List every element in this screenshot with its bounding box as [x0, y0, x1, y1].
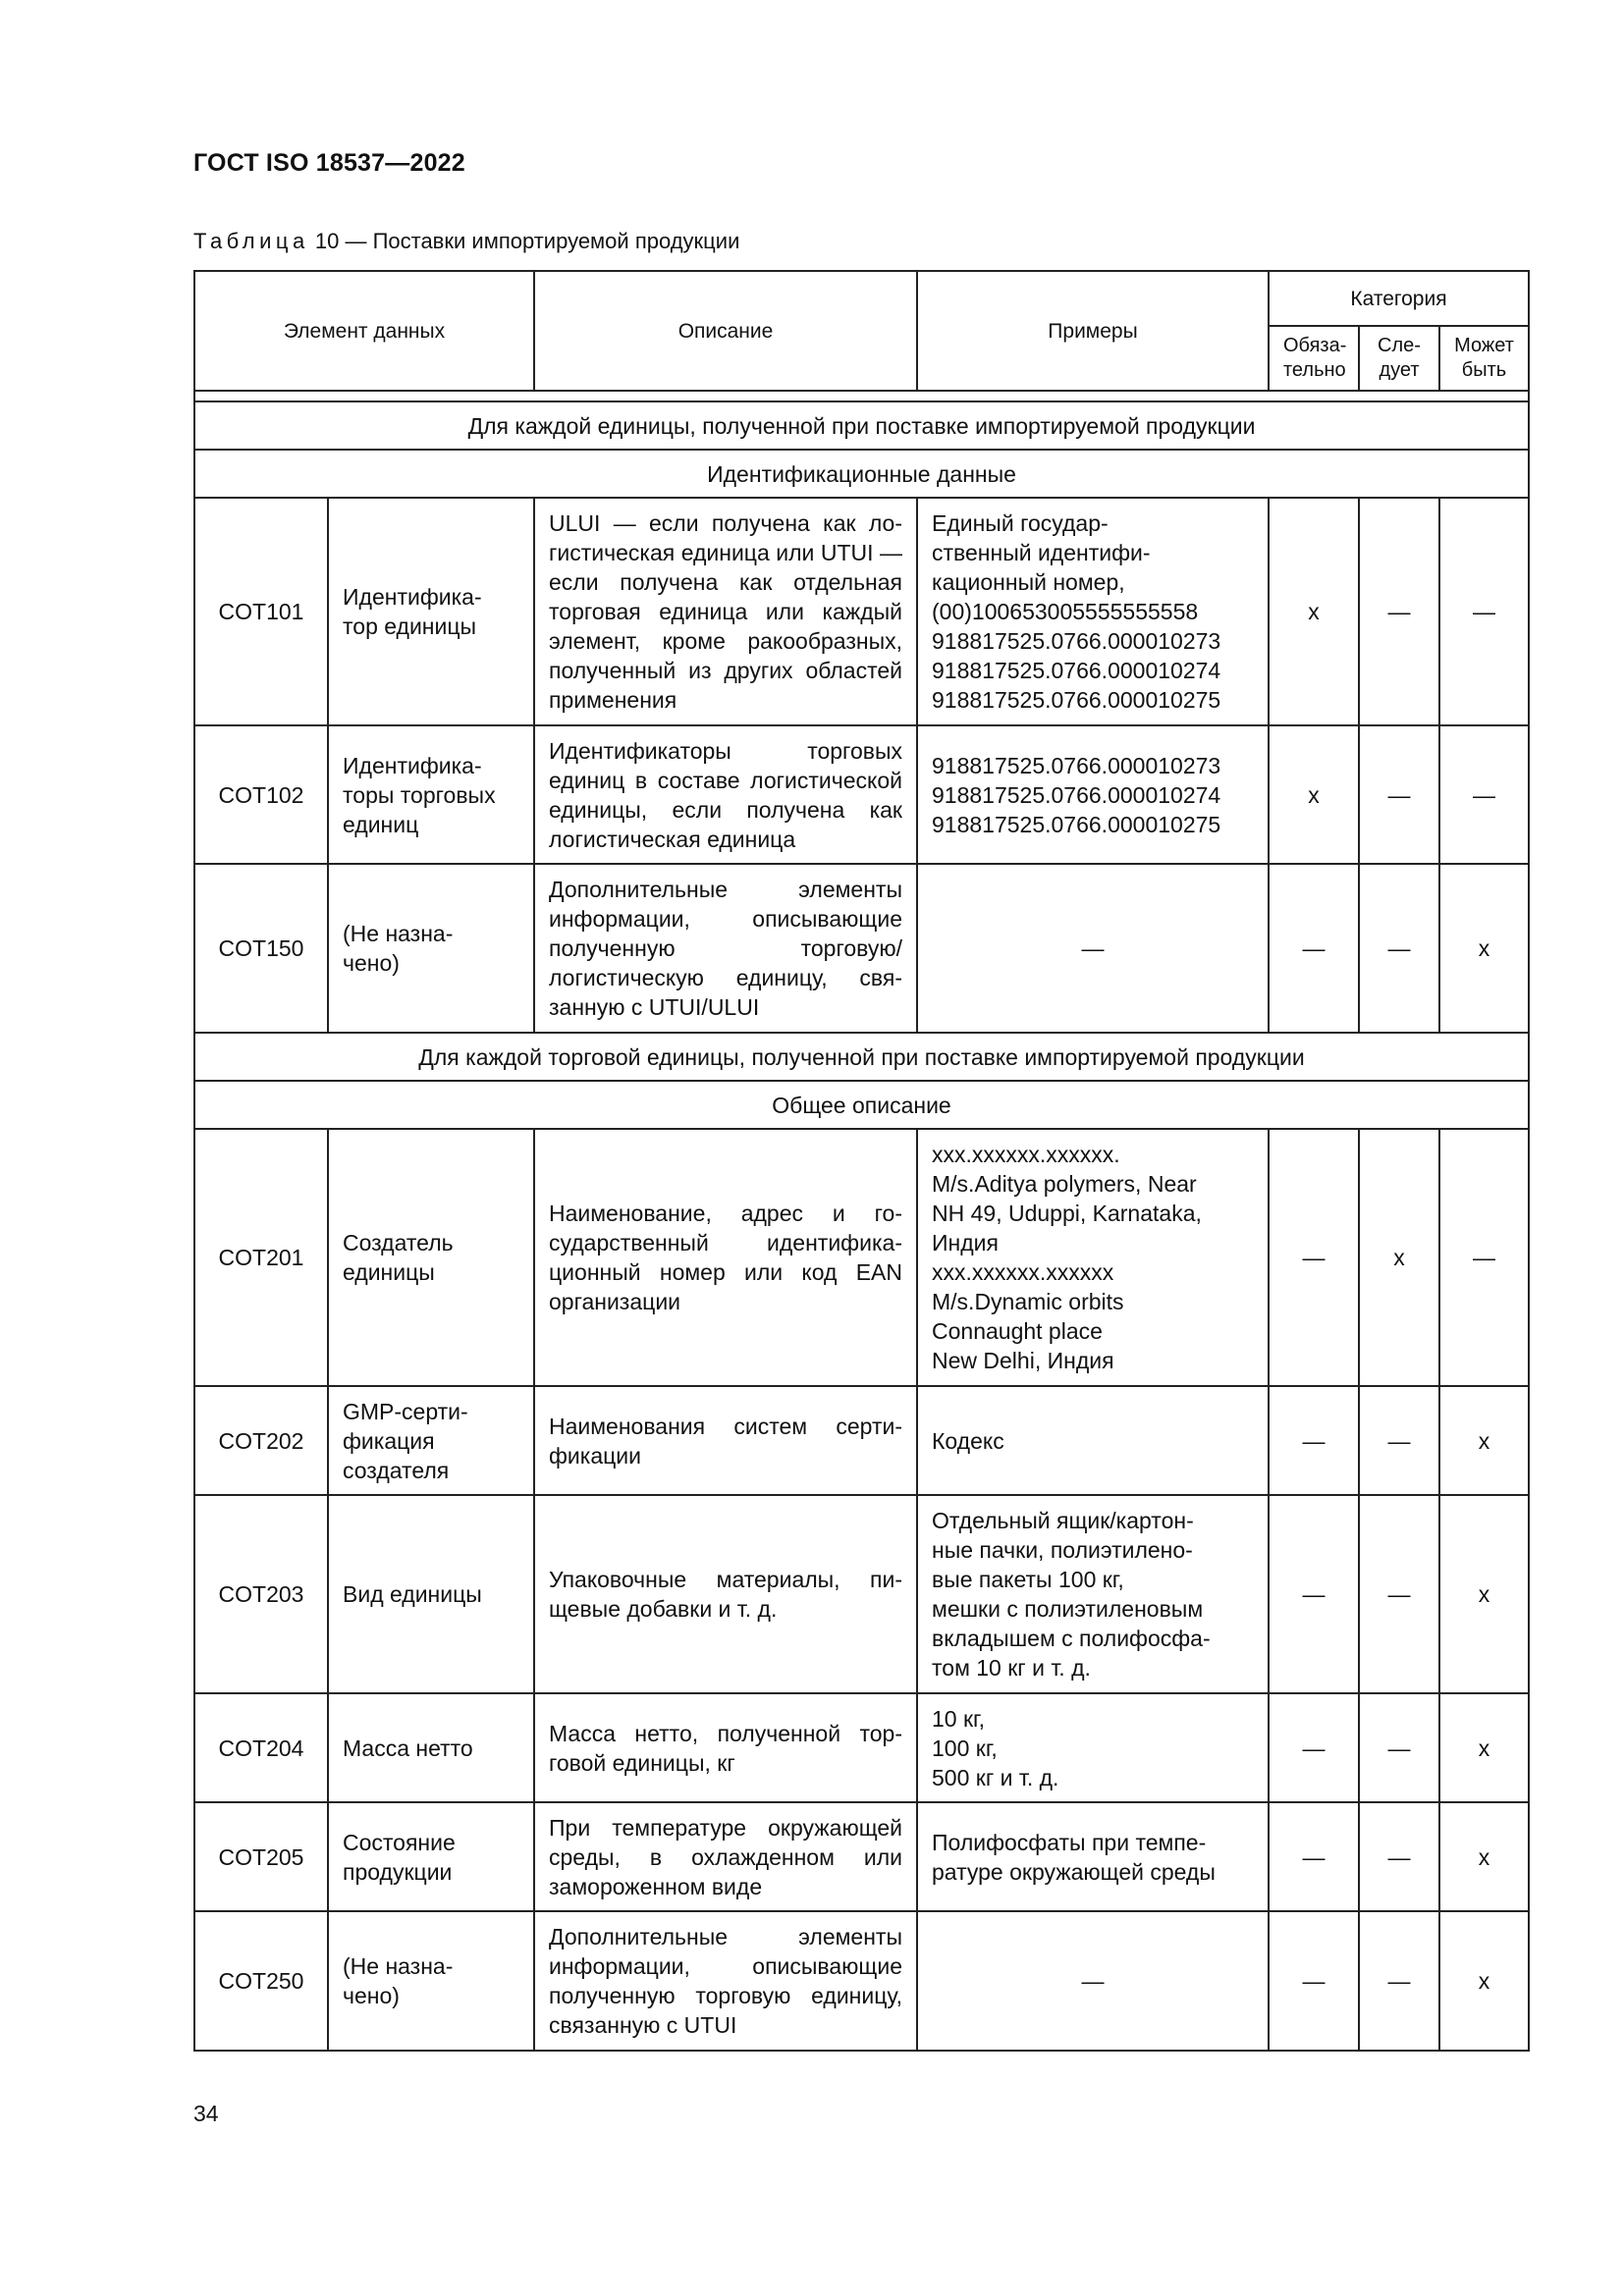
- table-row: [194, 1911, 1529, 2051]
- category-mandatory: —: [1269, 864, 1359, 1033]
- element-code: COT101: [194, 498, 328, 725]
- element-name: Состояние продукции: [328, 1802, 534, 1911]
- subsection-row: [194, 450, 1529, 498]
- section-title: Для каждой торговой единицы, полученной при поставке импортируемой продукции: [194, 1033, 1529, 1081]
- element-name: (Не назна- чено): [328, 1911, 534, 2051]
- category-mandatory: —: [1269, 1693, 1359, 1802]
- element-code: COT102: [194, 725, 328, 864]
- table-caption: [193, 229, 739, 254]
- table-row: [194, 1386, 1529, 1495]
- category-mandatory: —: [1269, 1495, 1359, 1693]
- category-mandatory: —: [1269, 1386, 1359, 1495]
- element-description: Наименования систем сертификации: [534, 1386, 917, 1495]
- category-should: x: [1359, 1129, 1439, 1386]
- header-gap: [194, 391, 1529, 401]
- category-should: —: [1359, 1386, 1439, 1495]
- category-may: x: [1439, 1386, 1529, 1495]
- table-caption-word: Таблица: [193, 229, 309, 253]
- category-mandatory: x: [1269, 498, 1359, 725]
- category-should: —: [1359, 1693, 1439, 1802]
- data-table: [193, 270, 1530, 2052]
- element-example: Полифосфаты при темпе- ратуре окружающей среды: [917, 1802, 1269, 1911]
- table-row: [194, 725, 1529, 864]
- section-row: [194, 401, 1529, 450]
- page-number: 34: [193, 2101, 219, 2126]
- element-code: COT250: [194, 1911, 328, 2051]
- element-example: xxx.xxxxxx.xxxxxx. M/s.Aditya polymers, Near NH 49, Uduppi, Karnataka, Индия xxx.xxxxxx.xxxxxx M/s.Dynamic orbits Connaught place New Delhi, Индия: [917, 1129, 1269, 1386]
- table-row: [194, 1129, 1529, 1386]
- col-header-may: Может быть: [1439, 326, 1529, 391]
- table-row: [194, 864, 1529, 1033]
- table-row: [194, 1693, 1529, 1802]
- category-may: x: [1439, 1911, 1529, 2051]
- element-name: Создатель единицы: [328, 1129, 534, 1386]
- element-description: Упаковочные материалы, пищевые добавки и т. д.: [534, 1495, 917, 1693]
- table-row: [194, 1495, 1529, 1693]
- element-name: (Не назна- чено): [328, 864, 534, 1033]
- element-code: COT202: [194, 1386, 328, 1495]
- element-description: Дополнительные элементы информации, описывающие полученную торговую/ логистическую единицу, связанную с UTUI/ULUI: [534, 864, 917, 1033]
- category-mandatory: x: [1269, 725, 1359, 864]
- category-should: —: [1359, 864, 1439, 1033]
- element-code: COT204: [194, 1693, 328, 1802]
- category-should: —: [1359, 1911, 1439, 2051]
- category-should: —: [1359, 725, 1439, 864]
- table-row: [194, 1802, 1529, 1911]
- category-should: —: [1359, 1495, 1439, 1693]
- category-may: —: [1439, 1129, 1529, 1386]
- element-example: 10 кг, 100 кг, 500 кг и т. д.: [917, 1693, 1269, 1802]
- category-mandatory: —: [1269, 1129, 1359, 1386]
- element-example: Единый государ- ственный идентифи- кационный номер, (00)100653005555555558 918817525.0766.000010273 918817525.0766.000010274 918817525.0766.000010275: [917, 498, 1269, 725]
- element-description: Масса нетто, полученной торговой единицы, кг: [534, 1693, 917, 1802]
- subsection-row: [194, 1081, 1529, 1129]
- col-header-should: Сле- дует: [1359, 326, 1439, 391]
- element-example: Кодекс: [917, 1386, 1269, 1495]
- category-may: x: [1439, 1802, 1529, 1911]
- col-header-examples: Примеры: [917, 271, 1269, 391]
- category-mandatory: —: [1269, 1911, 1359, 2051]
- element-name: GMP-серти- фикация создателя: [328, 1386, 534, 1495]
- col-header-element: Элемент данных: [194, 271, 534, 391]
- category-may: —: [1439, 725, 1529, 864]
- subsection-title: Общее описание: [194, 1081, 1529, 1129]
- category-may: x: [1439, 864, 1529, 1033]
- header-row: [194, 271, 1529, 326]
- element-description: Дополнительные элементы информации, описывающие полученную торговую единицу, связанную с UTUI: [534, 1911, 917, 2051]
- element-code: COT203: [194, 1495, 328, 1693]
- category-may: —: [1439, 498, 1529, 725]
- category-mandatory: —: [1269, 1802, 1359, 1911]
- category-may: x: [1439, 1693, 1529, 1802]
- category-may: x: [1439, 1495, 1529, 1693]
- header-gap-cell: [194, 391, 1529, 401]
- category-should: —: [1359, 1802, 1439, 1911]
- element-example: Отдельный ящик/картон- ные пачки, полиэтилено- вые пакеты 100 кг, мешки с полиэтиленовым вкладышем с полифосфа- том 10 кг и т. д.: [917, 1495, 1269, 1693]
- element-code: COT201: [194, 1129, 328, 1386]
- element-name: Идентифика- торы торговых единиц: [328, 725, 534, 864]
- section-title: Для каждой единицы, полученной при поставке импортируемой продукции: [194, 401, 1529, 450]
- element-description: ULUI — если получена как логистическая единица или UTUI — если получена как отдельная торговая единица или каждый элемент, кроме ракообразных, полученный из других областей применения: [534, 498, 917, 725]
- category-should: —: [1359, 498, 1439, 725]
- col-header-description: Описание: [534, 271, 917, 391]
- element-name: Идентифика- тор единицы: [328, 498, 534, 725]
- section-row: [194, 1033, 1529, 1081]
- element-code: COT150: [194, 864, 328, 1033]
- element-code: COT205: [194, 1802, 328, 1911]
- element-example: 918817525.0766.000010273 918817525.0766.000010274 918817525.0766.000010275: [917, 725, 1269, 864]
- element-example: —: [917, 1911, 1269, 2051]
- subsection-title: Идентификационные данные: [194, 450, 1529, 498]
- table-caption-title: 10 — Поставки импортируемой продукции: [308, 229, 740, 253]
- element-name: Масса нетто: [328, 1693, 534, 1802]
- col-header-mandatory: Обяза- тельно: [1269, 326, 1359, 391]
- element-description: Идентификаторы торговых единиц в составе логистической единицы, если получена как логистическая единица: [534, 725, 917, 864]
- table-row: [194, 498, 1529, 725]
- element-description: Наименование, адрес и государственный идентификационный номер или код EAN организации: [534, 1129, 917, 1386]
- element-description: При температуре окружающей среды, в охлажденном или замороженном виде: [534, 1802, 917, 1911]
- col-header-category: Категория: [1269, 271, 1529, 326]
- element-example: —: [917, 864, 1269, 1033]
- element-name: Вид единицы: [328, 1495, 534, 1693]
- document-header: ГОСТ ISO 18537—2022: [193, 149, 465, 177]
